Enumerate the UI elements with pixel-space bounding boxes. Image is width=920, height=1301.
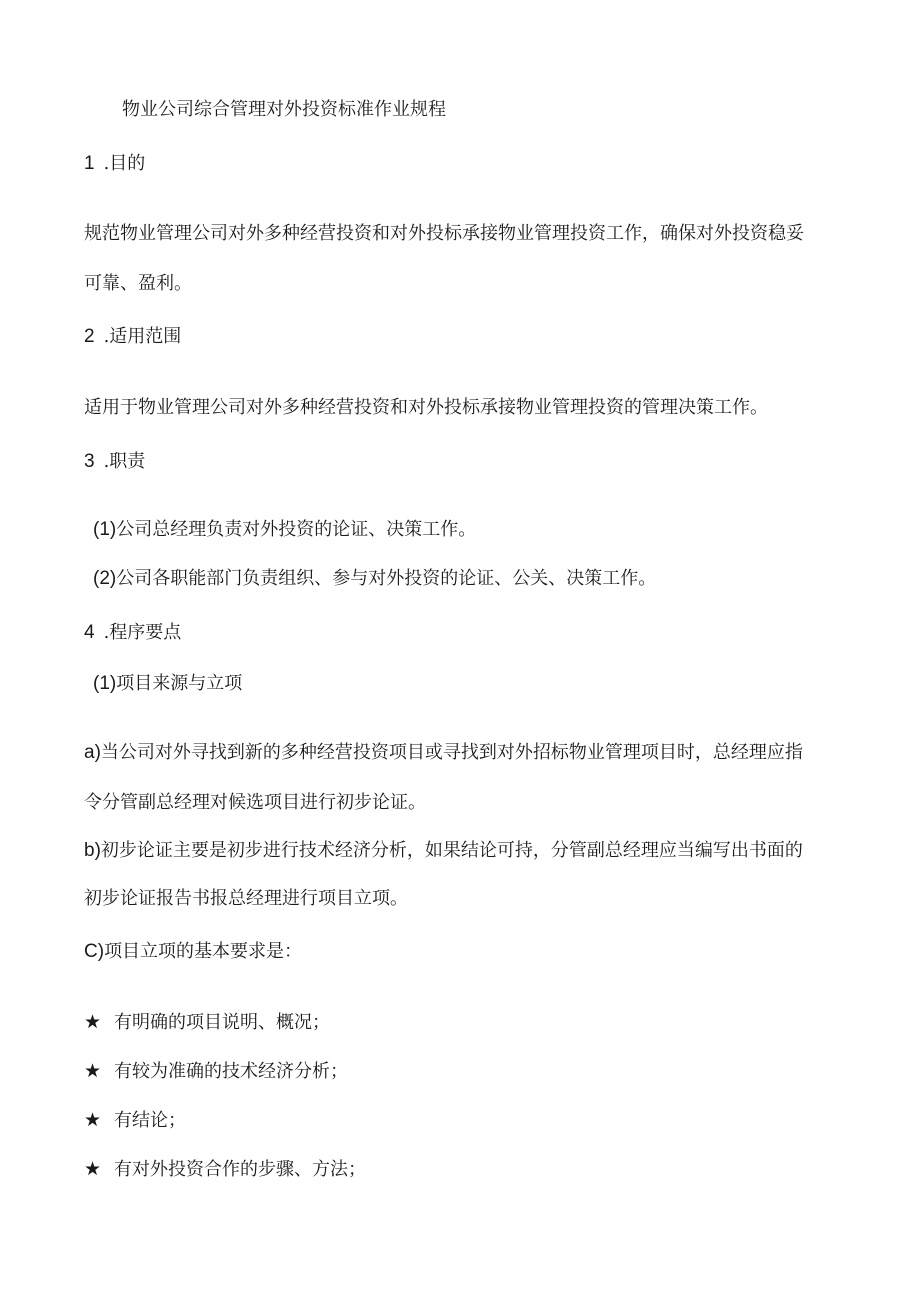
item-text: 公司各职能部门负责组织、参与对外投资的论证、公关、决策工作。 [116,568,657,589]
section-4-heading [84,621,181,645]
bullet-text: 有较为准确的技术经济分析； [114,1061,348,1082]
bullet-text: 有结论； [114,1110,186,1131]
subsection-heading [93,672,242,696]
section-title: .目的 [103,153,146,174]
section-number: 3 [84,451,95,472]
list-item [93,567,656,591]
bullet-text: 有对外投资合作的步骤、方法； [114,1159,366,1180]
paragraph-line: 令分管副总经理对候选项目进行初步论证。 [84,792,426,813]
item-text: 公司总经理负责对外投资的论证、决策工作。 [116,519,477,540]
item-number: (1) [93,673,117,694]
bullet-item [84,1108,186,1133]
star-icon: ★ [84,1011,102,1033]
section-1-heading [84,152,145,176]
item-text: 项目来源与立项 [116,673,243,694]
paragraph-line: 初步论证报告书报总经理进行项目立项。 [84,888,408,909]
paragraph-line: 规范物业管理公司对外多种经营投资和对外投标承接物业管理投资工作，确保对外投资稳妥 [84,223,804,244]
paragraph-line [84,839,803,863]
item-number: (2) [93,568,117,589]
star-icon: ★ [84,1158,102,1180]
list-item [93,518,476,542]
paragraph-line [84,940,302,964]
item-text: 当公司对外寻找到新的多种经营投资项目或寻找到对外招标物业管理项目时，总经理应指 [100,742,803,763]
paragraph-line: 可靠、盈利。 [84,273,192,294]
item-label: a) [84,742,101,763]
item-text: 初步论证主要是初步进行技术经济分析，如果结论可持，分管副总经理应当编写出书面的 [100,840,803,861]
paragraph-line [84,741,803,765]
bullet-item [84,1059,348,1084]
document-title: 物业公司综合管理对外投资标准作业规程 [122,99,446,120]
section-number: 2 [84,326,95,347]
star-icon: ★ [84,1060,102,1082]
item-label: b) [84,840,101,861]
section-number: 4 [84,622,95,643]
star-icon: ★ [84,1109,102,1131]
section-2-heading [84,325,181,349]
bullet-item [84,1157,366,1182]
item-number: (1) [93,519,117,540]
bullet-item [84,1010,330,1035]
item-label: C) [84,941,105,962]
section-title: .适用范围 [103,326,182,347]
bullet-text: 有明确的项目说明、概况； [114,1012,330,1033]
section-3-heading [84,450,145,474]
paragraph-line: 适用于物业管理公司对外多种经营投资和对外投标承接物业管理投资的管理决策工作。 [84,397,768,418]
section-title: .职责 [103,451,146,472]
section-number: 1 [84,153,95,174]
section-title: .程序要点 [103,622,182,643]
item-text: 项目立项的基本要求是： [104,941,303,962]
